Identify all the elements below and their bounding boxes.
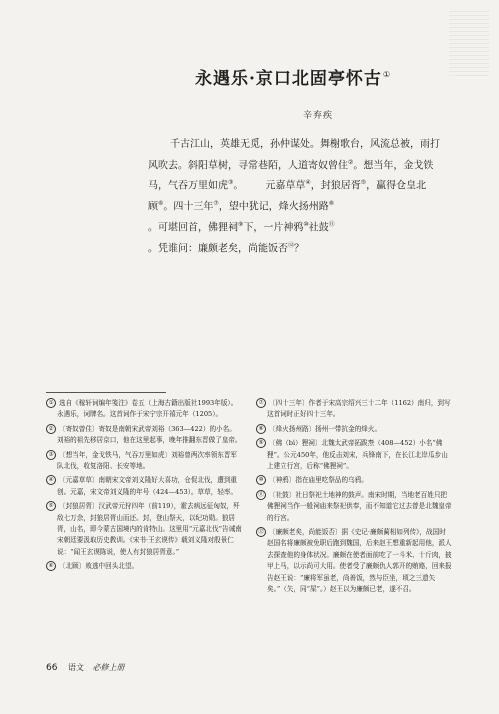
- footnote: [46, 450, 242, 473]
- poem-text: 。想当年，金戈铁: [353, 159, 434, 171]
- footnote-number: ⑤: [46, 501, 56, 511]
- poem-text: 千古江山，英雄无觅，孙仲谋处。舞榭歌台，风流总被，雨打: [170, 139, 440, 150]
- page-number: 66: [46, 663, 58, 673]
- poem-line: [148, 195, 420, 216]
- footnote: [46, 398, 242, 421]
- footnotes-right: [256, 398, 452, 599]
- poem-text: 马，气吞万里如虎: [148, 180, 228, 192]
- footnote-number: ⑨: [256, 438, 266, 448]
- footnote-text: 〔寄奴曾住〕寄奴是南朝宋武帝刘裕（363—422）的小名。刘裕的祖先移居京口，他在这里起事，晚年推翻东晋做了皇帝。: [57, 424, 242, 445]
- poem-text: ？: [294, 243, 305, 255]
- poem-text: 下，一片神鸦: [243, 222, 304, 234]
- footnote-text: 〔北顾〕败逃中回头北望。: [59, 562, 139, 571]
- footnote-number: ⑥: [46, 561, 56, 571]
- footnote-divider: [46, 392, 166, 393]
- footnote-number: ①: [46, 398, 56, 408]
- footnote-marker: ⑩: [303, 220, 309, 228]
- footnote-marker: ⑦: [213, 200, 219, 208]
- footnote-text: 〔神鸦〕指在庙里吃祭品的乌鸦。: [269, 476, 368, 485]
- footnote: [46, 501, 242, 558]
- footnote-text: 〔社鼓〕社日祭祀土地神的鼓声。南宋时期，当地老百姓只把佛狸祠当作一般祠庙来祭祀供奉，而不知道它过去曾是北魏皇帝的行宫。: [267, 490, 452, 522]
- footnote-text: 〔廉颇老矣，尚能饭否〕据《史记·廉颇蔺相如列传》，战国时赵国名将廉颇被免职后跑到魏国，后来赵王想重新起用他，派人去探查他的身体状况。廉颇在使者面前吃了一斗米、十斤肉，披甲上马，以示尚可大用。使者受了廉颇仇人郭开的贿赂，回来报告赵王说：“廉将军虽老，尚善饭，然与臣坐，顷之三遗矢矣。”（矢，同“屎”。）赵王以为廉颇已老，遂不召。: [267, 528, 452, 594]
- poem-line: [148, 174, 427, 195]
- footnote-marker: ⑨: [238, 220, 244, 228]
- footnote-number: ⑧: [256, 424, 266, 434]
- page-footer: [46, 662, 125, 673]
- book-volume: 必修上册: [92, 663, 125, 672]
- poem-text: 风吹去。斜阳草树，寻常巷陌，人道寄奴曾住: [148, 159, 348, 171]
- footnote-marker: ②: [348, 158, 354, 166]
- footnote-number: ⑩: [256, 475, 266, 485]
- footnote: [256, 398, 452, 421]
- poem-line: [148, 136, 440, 154]
- poem-text: ，封狼居胥: [310, 180, 361, 192]
- footnote: [46, 475, 242, 498]
- poem-title-text: 永遇乐·京口北固亭怀古: [195, 69, 382, 89]
- poem-line: [148, 216, 420, 237]
- footnote-marker: ⑫: [288, 241, 295, 249]
- poem-title: [195, 64, 391, 89]
- poem-body: [148, 136, 440, 258]
- footnote-text: 选自《稼轩词编年笺注》卷五（上海古籍出版社1993年版）。永遇乐，词牌名。这首词作于宋宁宗开禧元年（1205）。: [57, 399, 238, 419]
- footnote-text: 〔烽火扬州路〕扬州一带抗金的烽火。: [269, 424, 382, 433]
- footnote-marker: ③: [228, 179, 234, 187]
- title-footnote-marker: ①: [382, 70, 392, 80]
- footnote-text: 〔封狼居胥〕汉武帝元狩四年（前119），霍去病远征匈奴，歼敌七万余，封狼居胥山而还。封，登山祭天，以纪功勋。狼居胥，山名，即今蒙古国境内的肯特山。这里用“元嘉北伐”告诫南宋朝廷要汲取历史教训。《宋书·王玄谟传》载刘义隆对殷景仁说：“闻王玄谟陈说，使人有封狼居胥意。”: [57, 502, 242, 556]
- footnote: [256, 438, 452, 472]
- poem-text: 顾: [148, 201, 158, 213]
- poem-text: 社鼓: [308, 222, 329, 234]
- footnote-marker: ⑪: [328, 220, 335, 228]
- footnote-number: ⑦: [256, 398, 266, 408]
- book-name: 语文: [68, 663, 84, 672]
- footnotes-left: [46, 398, 242, 576]
- footnote-marker: ⑧: [328, 200, 335, 208]
- footnote-number: ②: [46, 424, 56, 434]
- footnote: [46, 424, 242, 447]
- footnote-text: 〔佛（bì）狸祠〕北魏太武帝拓跋焘（408—452）小名“佛狸”。公元450年，他反击刘宋，兵锋南下，在长江北岸瓜步山上建立行宫，后称“佛狸祠”。: [267, 439, 448, 471]
- corner-watermark: [449, 8, 489, 76]
- footnote: [256, 424, 452, 435]
- footnote: [256, 475, 452, 486]
- poem-text: ，望中犹记，烽火扬州路: [218, 201, 329, 213]
- footnote-marker: ④: [305, 179, 311, 187]
- poem-text: 。凭谁问：廉颇老矣，尚能饭否: [148, 243, 288, 255]
- footnote-number: ③: [46, 450, 56, 460]
- poem-author: 辛弃疾: [303, 111, 334, 121]
- poem-line: [148, 237, 420, 258]
- poem-text: ，赢得仓皇北: [366, 180, 427, 192]
- footnote-number: ⑪: [256, 490, 266, 500]
- poem-line: [148, 154, 434, 175]
- footnote-text: 〔元嘉草草〕南朝宋文帝刘义隆好大喜功，仓促北伐，遭到重创。元嘉，宋文帝刘义隆的年号（424—453）。草草，轻率。: [57, 476, 238, 496]
- footnote-marker: ⑥: [158, 200, 164, 208]
- footnote-marker: ⑤: [360, 179, 367, 187]
- footnote-number: ⑫: [256, 527, 266, 537]
- poem-text: 。可堪回首，佛狸祠: [148, 222, 238, 234]
- poem-text: 。四十三年: [163, 201, 214, 213]
- footnote-text: 〔想当年，金戈铁马，气吞万里如虎〕刘裕曾两次率领东晋军队北伐，收复洛阳、长安等地。: [57, 450, 238, 471]
- footnote: [256, 527, 452, 595]
- footnote: [256, 490, 452, 524]
- footnote-text: 〔四十三年〕作者于宋高宗绍兴三十二年（1162）南归，到写这首词时正好四十三年。: [267, 399, 451, 419]
- footnote-number: ④: [46, 475, 56, 485]
- poem-text: 。: [233, 180, 244, 192]
- footnote: [46, 561, 242, 572]
- poem-text: 元嘉草草: [265, 180, 306, 192]
